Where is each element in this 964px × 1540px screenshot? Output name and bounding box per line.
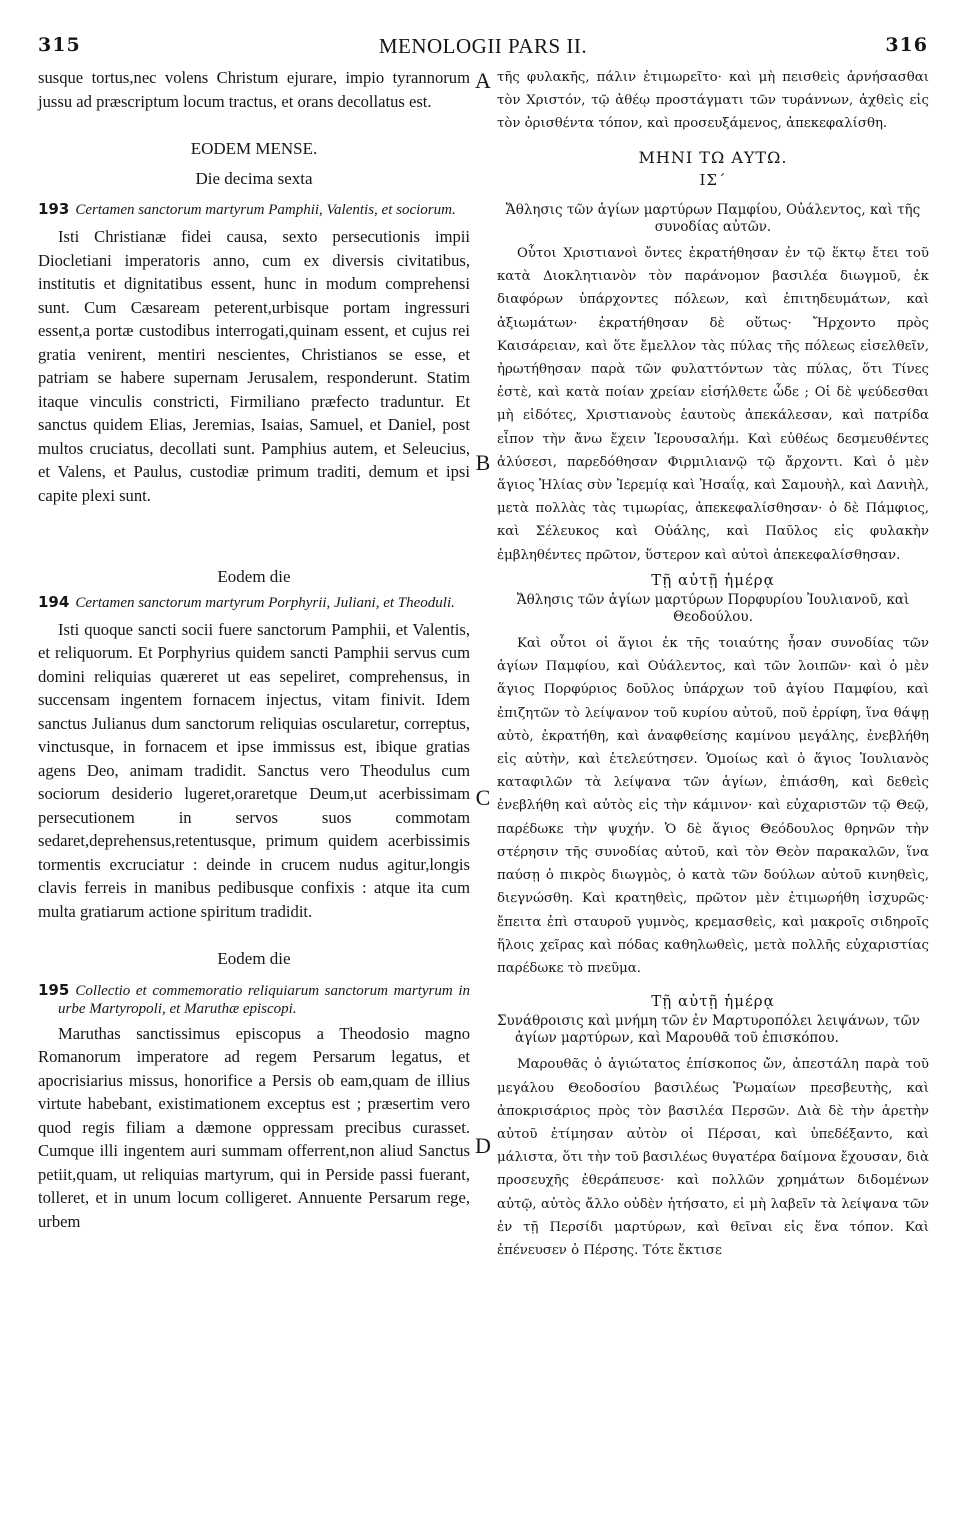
latin-month-heading: EODEM MENSE.	[190, 139, 318, 158]
latin-entry-194-title	[38, 593, 470, 612]
greek-entry-195-heading: Τῇ αὐτῇ ἡμέρᾳ	[651, 992, 775, 1011]
greek-day-heading: ΙΣ΄	[699, 170, 727, 189]
margin-marker-c: C	[475, 785, 491, 810]
latin-entry-195-text: Maruthas sanctissimus episcopus a Theodosio magno Romanorum imperatore ad regem Persarum legatus, et apocrisiarius missus, honorifice a Persis ob eam,quam de illius virtute habebant, existimationem exceptus est ; præsertim vero quod regis filiam a dæmone oppressam precibus curasset. Cumque illi ingentem auri summam offerrent,non aliud Sanctus petiit,quam, ut reliquias martyrum, qui in Perside passi fuerant, tolleret, et in unum locum colligeret. Annuente Persarum rege, urbem	[38, 1023, 470, 1231]
margin-marker-b: B	[475, 450, 491, 475]
greek-entry-193-title: Ἄθλησις τῶν ἁγίων μαρτύρων Παμφίου, Οὐάλεντος, καὶ τῆς συνοδίας αὐτῶν.	[505, 202, 921, 236]
greek-intro: τῆς φυλακῆς, πάλιν ἐτιμωρεῖτο· καὶ μὴ πεισθεὶς ἀρνήσασθαι τὸν Χριστόν, τῷ ἀθέῳ προστάγματι τῶν τυράννων, ἀχθεὶς εἰς τὸν ὁρισθέντα τόπον, καὶ προσευξάμενος, ἀπεκεφαλίσθη.	[497, 70, 929, 132]
entry-number: 194	[38, 592, 70, 611]
greek-entry-194-text: Καὶ οὗτοι οἱ ἅγιοι ἐκ τῆς τοιαύτης ἦσαν συνοδίας τῶν ἁγίων Παμφίου, καὶ Οὐάλεντος, καὶ τῶν λοιπῶν· καὶ ὁ μὲν ἅγιος Πορφύριος δοῦλος ὑπάρχων τοῦ ἁγίου Παμφίου, καὶ ἐπιζητῶν τὸ λείψανον τοῦ κυρίου αὐτοῦ, ποῦ ἐρρίφη, ἵνα θάψῃ αὐτὸ, ἐκρατήθη, καὶ ἀναφθείσης καμίνου μεγάλης, ἐνεβλήθη εἰς αὐτὴν, καὶ ἐτελεύτησεν. Ὁμοίως καὶ ὁ ἅγιος Ἰουλιανὸς καταφιλῶν τὰ λείψανα τῶν ἁγίων, ἐπιάσθη, καὶ δεθεὶς ἐνεβλήθη καὶ αὐτὸς εἰς τὴν κάμινον· καὶ εὐχαριστῶν τῷ Θεῷ, παρέδωκε τὴν ψυχήν. Ὁ δὲ ἅγιος Θεόδουλος θρηνῶν τὴν στέρησιν τῆς συνοδίας αὐτοῦ, καὶ τὸν Θεὸν παρακαλῶν, ἵνα παύσῃ ὁ πικρὸς διωγμὸς, ὁ κατὰ τῶν δούλων αὐτοῦ κινηθεὶς, διεγνώσθη. Καὶ κρατηθεὶς, πρῶτον μὲν ἐτιμωρήθη ἰσχυρῶς· ἔπειτα ἐπὶ σταυροῦ γυμνὸς, κρεμασθεὶς, καὶ μακροῖς σιδηροῖς ἥλοις χεῖρας καὶ πόδας καθηλωθεὶς, μετὰ πολλῆς εὐχαριστίας παρέδωκε τὸ πνεῦμα.	[497, 636, 929, 976]
entry-number: 193	[38, 200, 70, 218]
running-title: MENOLOGII PARS II.	[378, 34, 588, 58]
latin-day-heading: Die decima sexta	[195, 168, 313, 188]
greek-entry-194-title: Ἄθλησις τῶν ἁγίων μαρτύρων Πορφυρίου Ἰουλιανοῦ, καὶ Θεοδούλου.	[516, 592, 910, 626]
greek-column	[497, 66, 929, 1262]
latin-entry-195-heading: Eodem die	[217, 949, 291, 968]
page-header	[38, 34, 928, 60]
latin-entry-193-text: Isti Christianæ fidei causa, sexto persecutionis impii Diocletiani imperatoris anno, cum ex diversis civitatibus, institutis et dignitatibus essent, hunc in modum comprehensi sunt. Cum Cæsaream peterent,urbisque portam ingressuri essent,a portæ custodibus interrogati,quinam essent, et cujus rei gratia venirent, mentiri nescientes, Christianos se esse, et patriam se habere supernam Jerusalem, responderunt. Statim itaque vinculis constricti, Firmiliano præfecto traduntur. Et sanctus quidem Elias, Jeremias, Isaias, Samuel, et Daniel, post multos cruciatus, decollati sunt. Pamphius autem, et Seleucius, et Valens, et Paulus, custodiæ primum traditi, demum et ipsi capite plexi sunt.	[38, 227, 470, 505]
greek-entry-193-text: Οὗτοι Χριστιανοὶ ὄντες ἐκρατήθησαν ἐν τῷ ἕκτῳ ἔτει τοῦ κατὰ Διοκλητιανὸν τὸν παράνομον βασιλέα διωγμοῦ, ἐκ διαφόρων ὑπάρχοντες πόλεων, καὶ ἐπιτηδευμάτων, καὶ ἀξιωμάτων· ἐκρατήθησαν δὲ οὕτως· Ἤρχοντο πρὸς Καισάρειαν, καὶ ὅτε ἔμελλον τὰς πύλας τῆς πόλεως εἰσελθεῖν, ἠρωτήθησαν παρὰ τῶν φυλαττόντων τὰς πύλας, ὅτι Τίνες ἐστὲ, καὶ κατὰ ποίαν χρείαν εἰσήλθετε ὧδε ; Οἱ δὲ ψεύδεσθαι μὴ εἰδότες, Χριστιανοὺς ἑαυτοὺς ἀπεκάλεσαν, καὶ πατρίδα εἶπον τὴν ἄνω ἔχειν Ἱερουσαλήμ. Καὶ εὐθέως δεσμευθέντες ἁλύσεσι, παρεδόθησαν Φιρμιλιανῷ τῷ ἄρχοντι. Καὶ ὁ μὲν ἅγιος Ἡλίας σὺν Ἱερεμίᾳ καὶ Ἡσαΐᾳ, καὶ Σαμουὴλ, καὶ Δανιὴλ, μετὰ πολλὰς τὰς τιμωρίας, ἀπεκεφαλίσθησαν· ὁ δὲ Πάμφιος, καὶ Σέλευκος καὶ Οὐάλης, καὶ Παῦλος εἰς φυλακὴν ἐμβληθέντες πρῶτον, ὕστερον καὶ αὐτοὶ ἀπεκεφαλίσθησαν.	[497, 246, 929, 563]
greek-entry-195-text: Μαρουθᾶς ὁ ἁγιώτατος ἐπίσκοπος ὤν, ἀπεστάλη παρὰ τοῦ μεγάλου Θεοδοσίου βασιλέως Ῥωμαίων πρεσβευτὴς, καὶ ἀποκρισάριος πρὸς τὸν βασιλέα Περσῶν. Διὰ δὲ τὴν ἀρετὴν αὐτοῦ ἐτίμησαν αὐτὸν οἱ Πέρσαι, καὶ ὑπεδέξαντο, καὶ μάλιστα, ὅτι τὴν τοῦ βασιλέως θυγατέρα δαίμονα ἔχουσαν, διὰ προσευχῆς ἐθεράπευσε· καὶ πολλῶν χρημάτων διδομένων αὐτῷ, αὐτὸς ἄλλο οὐδὲν ἠτήσατο, εἰ μὴ λαβεῖν τὰ λείψανα τῶν ἐν τῇ Περσίδι μαρτύρων, καὶ θεῖναι εἰς ἕνα τόπον. Καὶ ἐπένευσεν ὁ Πέρσης. Τότε ἔκτισε	[497, 1057, 929, 1258]
latin-entry-194-text: Isti quoque sancti socii fuere sanctorum Pamphii, et Valentis, et reliquorum. Et Porphyrius quidem sancti Pamphii servus cum domini reliquias quæreret ut eas sepeliret, comprehensus, in succensam ingentem fornacem injectus, vitam finivit. Idem sanctus Julianus dum sanctorum reliquias oscularetur, correptus, vinctusque, in fornacem et ipse immissus est, ibique gratias agens Deo, animam tradidit. Sanctus vero Theodulus cum sociorum desiderio lugeret,oraretque Deum,ut acerbissimam persecutionem in servos suos commotam sedaret,deprehensus,retentusque, primum quidem acerbissimis tormentis excruciatur : deinde in crucem nudus agitur,longis clavis ferreis in manibus pedibusque confixis : atque ita cum multa gratiarum actione spiritum tradidit.	[38, 619, 470, 921]
entry-number: 195	[38, 980, 70, 999]
entry-title: Certamen sanctorum martyrum Pamphii, Valentis, et sociorum.	[75, 202, 456, 218]
entry-title: Collectio et commemoratio reliquiarum sanctorum martyrum in urbe Martyropoli, et Maruthæ episcopi.	[58, 982, 470, 1017]
entry-title: Certamen sanctorum martyrum Porphyrii, Juliani, et Theoduli.	[75, 594, 455, 611]
greek-entry-195-title: Συνάθροισις καὶ μνήμη τῶν ἐν Μαρτυροπόλει λειψάνων, τῶν ἁγίων μαρτύρων, καὶ Μαρουθᾶ τοῦ ἐπισκόπου.	[497, 1013, 920, 1047]
margin-marker-d: D	[475, 1133, 491, 1158]
page-number-right: 316	[885, 34, 928, 56]
latin-entry-193-title	[38, 200, 470, 219]
latin-entry-194-heading: Eodem die	[217, 567, 291, 586]
margin-marker-a: A	[475, 68, 491, 93]
latin-entry-195-title	[38, 981, 470, 1018]
latin-column	[38, 66, 470, 1233]
greek-entry-194-heading: Τῇ αὐτῇ ἡμέρᾳ	[651, 570, 775, 589]
page-number-left: 315	[38, 34, 81, 56]
latin-intro: susque tortus,nec volens Christum ejurare, impio tyrannorum jussu ad præscriptum locum tractus, et orans decollatus est.	[38, 68, 470, 111]
greek-month-heading: ΜΗΝΙ ΤΩ ΑΥΤΩ.	[638, 147, 788, 167]
